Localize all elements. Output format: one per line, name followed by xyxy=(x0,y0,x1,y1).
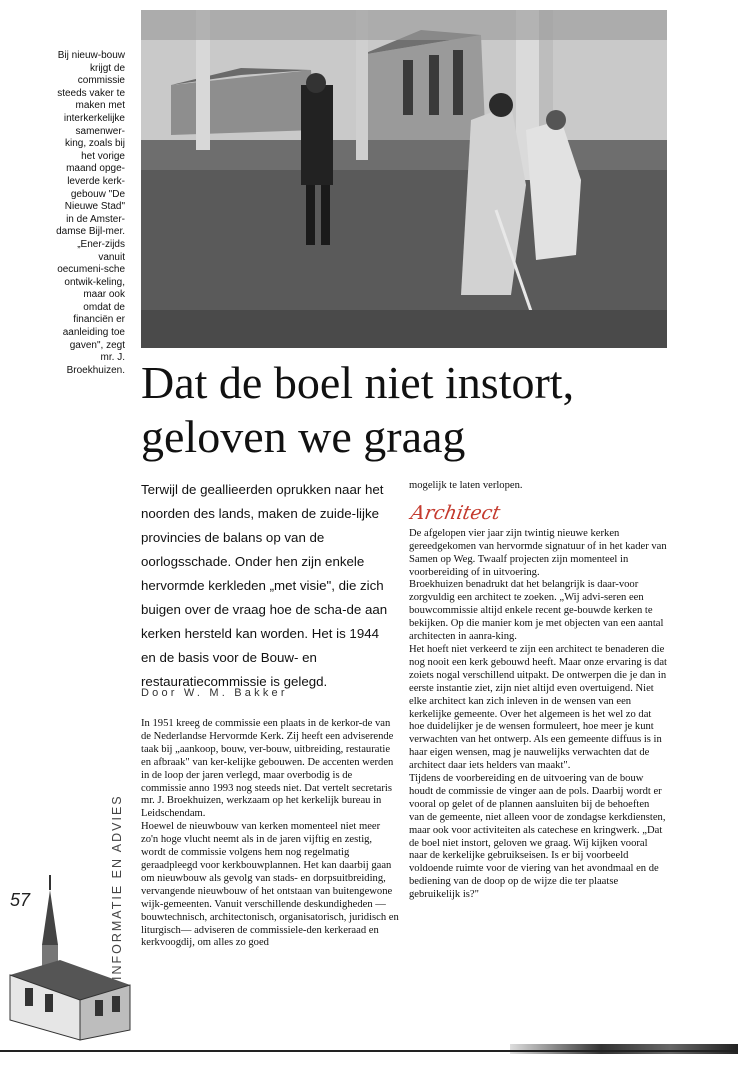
article-title xyxy=(141,356,701,464)
church-photo-illustration xyxy=(141,10,667,348)
body-paragraph: Hoewel de nieuwbouw van kerken momenteel niet meer zo'n hoge vlucht neemt als in de jaren vijftig en zestig, wordt de commissie volgens hem nog regelmatig geraadpleegd voor kerkbouwplannen. Het kan daarbij gaan om nieuwbouw als gevolg van stads- en dorpsuitbreiding, vervangende nieuwbouw of het ontstaan van buitengewone wijk-gemeenten. Vanuit verschillende deskundigheden —bouwtechnisch, architectonisch, organisatorisch, juridisch en liturgisch— adviseren de commissiele-den kerkeraad en kerkvoogdij, om alles zo goed xyxy=(141,821,399,949)
body-paragraph: Het hoeft niet verkeerd te zijn een architect te benaderen die nog nooit een kerk gebouwd heeft. Maar onze ervaring is dat zoiets nogal verschillend uitpakt. De ontwerpen die je dan in eerste instantie ziet, zijn niet altijd even overtuigend. Niet elke architect kan zich inleven in de wensen van een kerkelijke gemeente. Over het algemeen is het wel zo dat hoe duidelijker je de wensen formuleert, hoe meer je kunt verwachten van het ontwerp. Als een gemeente diffuus is in haar eigen wensen, mag je nauwelijks verwachten dat de architect daar iets helders van maakt". xyxy=(409,643,667,772)
lead-paragraph: Terwijl de geallieerden oprukken naar het noorden des lands, maken de zuide-lijke provincies de balans op van de oorlogsschade. Onder hen zijn enkele hervormde kerkleden „met visie", die zich buigen over de vraag hoe de scha-de aan kerken hersteld kan worden. Het is 1944 en de basis voor de Bouw- en restauratiecommissie is gelegd. xyxy=(141,482,388,689)
church-photo xyxy=(141,10,667,348)
body-paragraph: mogelijk te laten verlopen. xyxy=(409,480,523,491)
photo-caption: Bij nieuw-bouw krijgt de commissie steeds vaker te maken met interkerkelijke samenwer-king, zoals bij het vorige maand opge-leverde kerk-gebouw "De Nieuwe Stad" in de Amster-damse Bijl-mer. „Ener-zijds vanuit oecumeni-sche ontwik-keling, maar ook omdat de financiën er aanleiding toe gaven", zegt mr. J. Broekhuizen. xyxy=(56,50,125,376)
subheading: Architect xyxy=(409,501,502,524)
byline: Door W. M. Bakker xyxy=(141,687,288,699)
footer-strip xyxy=(510,1044,738,1054)
body-column-2 xyxy=(409,480,667,902)
body-paragraph: De afgelopen vier jaar zijn twintig nieuwe kerken gereedgekomen van hervormde signatuur of in het kader van Samen op Weg. Twaalf projecten zijn momenteel in voorbereiding of in uitvoering. xyxy=(409,527,667,578)
body-paragraph: Broekhuizen benadrukt dat het belangrijk is daar-voor zorgvuldig een architect te zoeken. „Wij advi-seren een bouwcommissie altijd enkele recent ge-bouwde kerken te bekijken. Op die manier kom je met objecten van een aantal architecten in aanra-king. xyxy=(409,579,664,643)
section-label-text: INFORMATIE EN ADVIES xyxy=(110,794,124,980)
title-line-2: geloven we graag xyxy=(141,411,466,462)
page-number: 57 xyxy=(10,890,31,910)
footer-rule xyxy=(0,1050,738,1052)
body-column-1 xyxy=(141,718,399,950)
body-paragraph: Tijdens de voorbereiding en de uitvoering van de bouw houdt de commissie de vinger aan de pols. Daarbij wordt er vooral op gelet of de plannen aansluiten bij de behoeften van de gemeente, niet alleen voor de zondagse kerkdiensten, maar ook voor activiteiten als catechese en kringwerk. „Dat de boel niet instort, geloven we graag. Wij kijken vooral naar de kerkelijke gebruikseisen. Is er bij voorbeeld voldoende ruimte voor de viering van het avondmaal en de bediening van de doop op de wijze die ter plaatse gebruikelijk is?" xyxy=(409,773,666,901)
title-line-1: Dat de boel niet instort, xyxy=(141,357,575,408)
body-paragraph: In 1951 kreeg de commissie een plaats in de kerkor-de van de Nederlandse Hervormde Kerk. Zij heeft een adviserende taak bij „aankoop, bouw, ver-bouw, uitbreiding, restauratie en afbraak" van ker-kelijke gebouwen. De accenten werden in de loop der jaren verlegd, maar overbodig is de commissie anno 1993 nog steeds niet. Dat vertelt secretaris mr. J. Broekhuizen, werkzaam op het kerkelijk bureau in Leidschendam. xyxy=(141,718,394,820)
